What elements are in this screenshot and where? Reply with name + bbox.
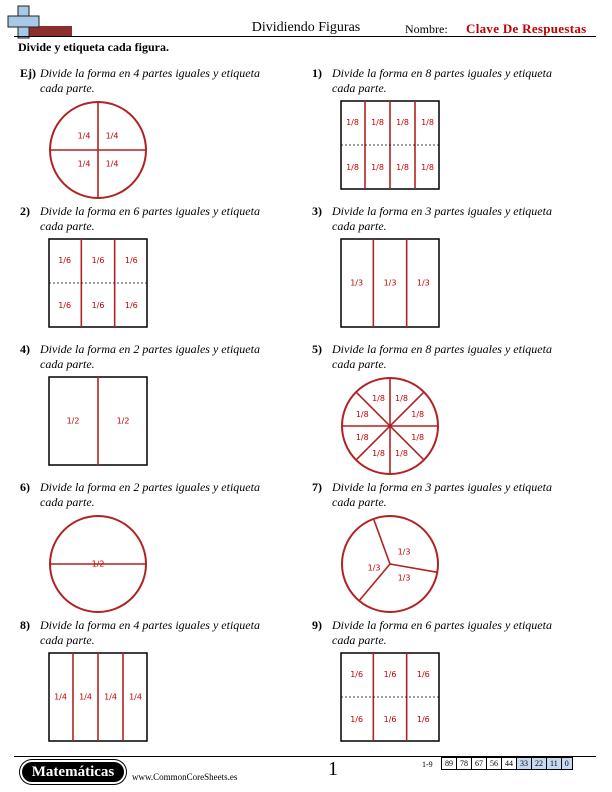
score-range: 1-9 (422, 760, 433, 769)
fraction-label: 1/6 (124, 256, 138, 265)
fraction-label: 1/8 (372, 449, 385, 459)
shape-figure (340, 238, 470, 338)
problem-number: 6) (20, 480, 30, 494)
score-cell: 22 (532, 758, 547, 770)
fraction-label: 1/6 (91, 301, 105, 310)
shape-figure (48, 376, 178, 476)
fraction-label: 1/8 (396, 118, 409, 127)
fraction-label: 1/3 (397, 573, 411, 583)
problem-text: Divide la forma en 8 partes iguales y etiqueta cada parte. (332, 342, 552, 371)
fraction-label: 1/8 (372, 393, 385, 403)
fraction-label: 1/2 (116, 416, 130, 426)
score-cell: 78 (457, 758, 472, 770)
fraction-label: 1/8 (421, 118, 434, 127)
page-number: 1 (328, 758, 338, 780)
shape-figure (340, 514, 470, 614)
fraction-label: 1/6 (416, 715, 430, 724)
problem-number: 3) (312, 204, 322, 218)
fraction-label: 1/8 (395, 449, 408, 459)
problem-number: 9) (312, 618, 322, 632)
fraction-label: 1/3 (416, 278, 430, 288)
fraction-label: 1/4 (77, 131, 91, 141)
fraction-label: 1/4 (54, 692, 67, 702)
shape-figure (48, 514, 178, 614)
fraction-label: 1/8 (395, 393, 408, 403)
header-divider (14, 36, 596, 37)
fraction-label: 1/4 (105, 159, 119, 169)
score-cell: 33 (517, 758, 532, 770)
problem-text: Divide la forma en 4 partes iguales y etiqueta cada parte. (40, 618, 260, 647)
page-title: Dividiendo Figuras (251, 20, 361, 35)
score-cell: 11 (547, 758, 562, 770)
problem-number: 1) (312, 66, 322, 80)
problem-text: Divide la forma en 4 partes iguales y etiqueta cada parte. (40, 66, 260, 95)
shape-figure (48, 652, 178, 752)
fraction-label: 1/4 (104, 692, 117, 702)
score-cell: 0 (561, 758, 572, 770)
problem-number: 2) (20, 204, 30, 218)
fraction-label: 1/3 (383, 278, 397, 288)
fraction-label: 1/6 (91, 256, 105, 265)
fraction-label: 1/8 (396, 163, 409, 172)
score-cell: 67 (472, 758, 487, 770)
shape-figure (340, 652, 470, 752)
fraction-label: 1/6 (58, 301, 72, 310)
fraction-label: 1/6 (124, 301, 138, 310)
fraction-label: 1/8 (346, 118, 359, 127)
fraction-label: 1/8 (355, 410, 369, 420)
problem-text: Divide la forma en 3 partes iguales y etiqueta cada parte. (332, 480, 552, 509)
fraction-label: 1/6 (58, 256, 72, 265)
shape-figure (340, 376, 470, 476)
fraction-label: 1/8 (355, 432, 369, 442)
fraction-label: 1/6 (350, 670, 364, 679)
fraction-label: 1/6 (416, 670, 430, 679)
problem-text: Divide la forma en 2 partes iguales y etiqueta cada parte. (40, 342, 260, 371)
fraction-label: 1/6 (383, 715, 397, 724)
shape-figure (340, 100, 470, 200)
shape-figure (48, 238, 178, 338)
problem-number: 4) (20, 342, 30, 356)
score-cell: 89 (442, 758, 457, 770)
brand-badge: Matemáticas (20, 760, 126, 784)
fraction-label: 1/8 (371, 118, 384, 127)
fraction-label: 1/4 (105, 131, 119, 141)
fraction-label: 1/4 (79, 692, 92, 702)
fraction-label: 1/3 (367, 563, 381, 573)
fraction-label: 1/2 (66, 416, 80, 426)
name-value: Clave De Respuestas (466, 21, 587, 36)
problem-text: Divide la forma en 6 partes iguales y etiqueta cada parte. (40, 204, 260, 233)
instructions: Divide y etiqueta cada figura. (18, 40, 169, 54)
divider-line (390, 564, 437, 572)
site-url: www.CommonCoreSheets.es (132, 772, 238, 782)
fraction-label: 1/8 (411, 432, 425, 442)
fraction-label: 1/8 (411, 410, 425, 420)
problem-number: Ej) (20, 66, 36, 80)
fraction-label: 1/8 (346, 163, 359, 172)
fraction-label: 1/4 (77, 159, 91, 169)
fraction-label: 1/6 (383, 670, 397, 679)
fraction-label: 1/4 (129, 692, 142, 702)
fraction-label: 1/8 (371, 163, 384, 172)
fraction-label: 1/8 (421, 163, 434, 172)
shape-figure (48, 100, 178, 200)
problem-text: Divide la forma en 6 partes iguales y etiqueta cada parte. (332, 618, 552, 647)
score-cell: 56 (487, 758, 502, 770)
problem-number: 5) (312, 342, 322, 356)
name-label: Nombre: (405, 22, 448, 36)
score-cell: 44 (502, 758, 517, 770)
fraction-label: 1/3 (397, 547, 411, 557)
problem-number: 7) (312, 480, 322, 494)
problem-text: Divide la forma en 8 partes iguales y etiqueta cada parte. (332, 66, 552, 95)
score-table (441, 757, 573, 770)
problem-number: 8) (20, 618, 30, 632)
divider-line (374, 519, 390, 564)
fraction-label: 1/2 (91, 559, 105, 569)
fraction-label: 1/3 (350, 278, 364, 288)
problem-text: Divide la forma en 3 partes iguales y etiqueta cada parte. (332, 204, 552, 233)
problem-text: Divide la forma en 2 partes iguales y etiqueta cada parte. (40, 480, 260, 509)
fraction-label: 1/6 (350, 715, 364, 724)
